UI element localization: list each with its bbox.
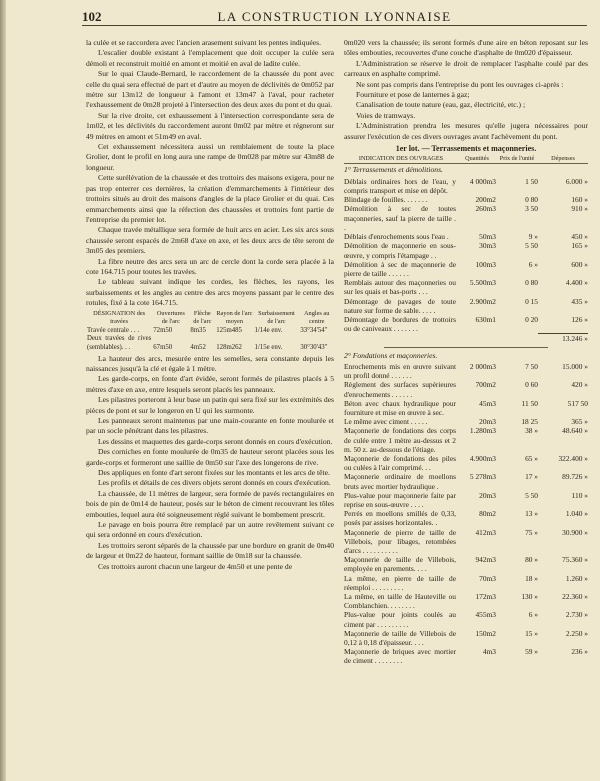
table-row: [344, 426, 588, 454]
table-row: [344, 204, 588, 232]
item-unit-price: 1 50: [525, 176, 538, 186]
paragraph: Des appliques en fonte d'art seront fixées sur les montants et les arcs de tête.: [98, 468, 330, 477]
item-description: Démolition à sec de maçonnerie de pierre de taille . . . . . .: [344, 259, 456, 278]
paragraph: Le pavage en bois pourra être remplacé par un autre revêtement suivant ce qui sera ordonné en cours d'exécution.: [86, 520, 334, 540]
header-unit-price: Prix de l'unité: [499, 155, 535, 163]
table-row: [344, 195, 588, 204]
item-description: Maçonnerie ordinaire de moellons bruts avec mortier hydraulique .: [344, 472, 456, 491]
item-unit-price: 17 »: [525, 472, 538, 482]
item-description: Maçonnerie de taille de Villebois de 0,12 à 0,18 d'épaisseur. . . .: [344, 628, 456, 648]
item-description: Béton avec chaux hydraulique pour fourniture et mise en œuvre à sec.: [344, 398, 456, 417]
page-header: [82, 9, 587, 26]
item-unit-price: 6 »: [528, 259, 538, 269]
item-unit-price: 59 »: [525, 647, 538, 657]
paragraph: La hauteur des arcs, mesurée entre les semelles, sera constante depuis les naissances jusqu'à la clé et égale à 1 mètre.: [86, 353, 334, 373]
table-row: [344, 362, 588, 380]
paragraph: Chaque travée métallique sera formée de huit arcs en acier. Les six arcs sous chaussée seront espacés de 2m68 d'axe en axe, et les deux arcs de tête seront de 3m05 des premiers.: [86, 225, 334, 256]
item-description: Démontage de pavages de toute nature sur forme de sable. . . . .: [344, 296, 456, 315]
item-description: Maçonnerie de fondations des corps de culée entre 1 mètre au-dessus et 2 m. 50 z. au-dessous de l'étiage.: [344, 426, 456, 454]
table-cell: 30°30'43": [300, 343, 328, 351]
paragraph: Les trottoirs seront séparés de la chaussée par une bordure en granit de 0m40 de largeur et 0m22 de hauteur, formant saillie de 0m18 sur la chaussée.: [86, 540, 334, 561]
lot-title: 1er lot. — Terrassements et maçonneries.: [395, 144, 537, 154]
table-cell: 4m52: [190, 343, 206, 351]
header-expenses: Dépenses: [551, 155, 575, 163]
table-row: [344, 509, 588, 527]
paragraph: Sur la rive droite, cet exhaussement à l'intersection correspondante sera de 1m02, et les déclivités du raccordement auront 0m02 par mètre et régneront sur 49 mètres en amont et 51m49 en aval.: [86, 110, 334, 141]
item-quantity: 260m3: [475, 204, 496, 214]
table-cell: Deux travées de rives (semblables). . .: [87, 335, 152, 351]
item-description: La même, en taille de Hauteville ou Comblanchien. . . . . . . .: [344, 592, 456, 611]
item-description: Blindage de fouilles. . . . . . .: [344, 195, 428, 205]
item-quantity: 455m3: [475, 610, 496, 620]
item-description: La même, en pierre de taille de réemploi . . . . . . . . .: [344, 573, 456, 592]
item-expense: 450 »: [571, 232, 588, 242]
item-expense: 600 »: [571, 259, 588, 269]
item-quantity: 70m3: [479, 573, 496, 583]
table-header-row: [86, 310, 334, 327]
item-unit-price: 80 »: [525, 555, 538, 565]
table-row: [344, 555, 588, 573]
item-description: Maçonnerie de pierre de taille de Villebois, pour libages, retombées d'arcs . . . . . . . . . .: [344, 527, 456, 555]
table-row: [344, 232, 588, 241]
table-row: [344, 454, 588, 472]
paragraph: La chaussée, de 11 mètres de largeur, sera formée de pavés rectangulaires en bois de pin de 0m14 de hauteur, posés sur le béton de ciment recouvrant les tôles embouties, lequel aura été soigneusement réglé suivant le bombement prescrit.: [86, 488, 334, 519]
table-row: [344, 610, 588, 628]
table-row: [344, 528, 588, 556]
item-expense: 6.000 »: [565, 176, 588, 186]
item-quantity: 1.280m3: [469, 426, 496, 436]
table-cell: 67m50: [153, 343, 173, 351]
section-heading: 2° Fondations et maçonneries.: [344, 350, 438, 360]
item-expense: 236 »: [571, 647, 588, 657]
table-cell: 128m262: [216, 343, 242, 351]
item-quantity: 4.900m3: [469, 453, 496, 463]
table-row: [86, 335, 334, 352]
table-row: [344, 399, 588, 417]
table-header-cell: Surbaissement de l'arc: [258, 309, 295, 326]
paragraph: Cet exhaussement nécessitera aussi un remblaiement de toute la place Grolier, dont le profil en long aura une rampe de 0m028 par mètre sur 43m88 de longueur.: [86, 142, 334, 172]
table-row: [344, 177, 588, 195]
item-quantity: 172m3: [475, 592, 496, 602]
item-quantity: 20m3: [479, 417, 496, 427]
section-heading: 1° Terrassements et démolitions.: [344, 165, 443, 175]
subtotal-row: [344, 333, 588, 343]
table-row: [344, 278, 588, 296]
header-description: INDICATION DES OUVRAGES: [358, 155, 444, 163]
item-quantity: 2 000m3: [469, 361, 496, 371]
item-quantity: 4m3: [482, 647, 496, 657]
item-quantity: 50m3: [479, 232, 496, 242]
paragraph: Sur le quai Claude-Bernard, le raccordement de la chaussée du pont avec celle du quai sera effectué de part et d'autre au moyen de déclivités de 0m052 par mètre sur 13m12 de longueur à l'amont et 13m47 à l'aval, pour racheter l'exhaussement de 0m28 projeté à l'intersection des deux axes du pont et du quai.: [86, 69, 334, 110]
list-item: Voies de tramways.: [356, 110, 416, 120]
item-expense: 48.640 »: [562, 426, 588, 436]
item-quantity: 30m3: [479, 241, 496, 251]
table-header-cell: Angles au centre: [304, 309, 330, 326]
item-expense: 435 »: [571, 296, 588, 306]
item-description: Plus-value pour maçonnerie faite par reprise en sous-œuvre . . . .: [344, 490, 456, 509]
table-cell: 1/15e env.: [254, 343, 283, 351]
item-unit-price: 75 »: [525, 527, 538, 537]
arcs-table: [86, 310, 334, 353]
table-row: [344, 260, 588, 278]
item-unit-price: 11 50: [521, 398, 538, 408]
journal-title: LA CONSTRUCTION LYONNAISE: [217, 9, 452, 24]
paragraph: Cette surélévation de la chaussée et des trottoirs des maisons exigera, pour ne pas trop enterrer ces dernières, la création d'emmarchements à l'intérieur des trottoirs situés au droit des maisons d'angles de la place Grolier et du quai. Ces emmarchements ainsi que la réfection des chaussées et trottoirs font partie de l'entreprise du premier lot.: [86, 173, 334, 224]
table-row: [344, 380, 588, 398]
table-cell: 72m50: [153, 326, 173, 334]
item-description: Démolition à sec de toutes maçonneries, sauf la pierre de taille . .: [344, 204, 456, 232]
table-row: [344, 472, 588, 490]
item-description: Plus-value pour joints coulés au ciment par . . . . . . . . .: [344, 610, 456, 629]
item-unit-price: 0 60: [525, 380, 538, 390]
item-unit-price: 3 50: [525, 204, 538, 214]
paragraph: Les dessins et maquettes des garde-corps seront donnés en cours d'exécution.: [98, 436, 333, 446]
paragraph: Le tableau suivant indique les cordes, les flèches, les rayons, les surbaissements et les angles au centre des arcs moyens passant par le centre des rotules, fixé à la cote 164.715.: [86, 277, 334, 308]
paragraph: 0m020 vers la chaussée; ils seront formés d'une aire en béton reposant sur les tôles embouties, recouvertes d'une couche d'asphalte de 0m020 d'épaisseur.: [344, 38, 588, 58]
item-quantity: 80m2: [479, 509, 496, 519]
table-cell: 33°34'54": [300, 326, 328, 334]
table-row: [344, 241, 588, 259]
item-description: Perrés en moellons smillés de 0,33, posés par assises horizontales. .: [344, 509, 456, 528]
paragraph: Ne sont pas compris dans l'entreprise du pont les ouvrages ci-après :: [356, 79, 564, 89]
item-quantity: 5 278m3: [469, 472, 496, 482]
paragraph: L'escalier double existant à l'emplacement que doit occuper la culée sera démoli et reconstruit moitié en amont et moitié en aval de ladite culée.: [86, 48, 334, 68]
paragraph: Ces trottoirs auront chacun une largeur de 4m50 et une pente de: [98, 561, 293, 571]
table-row: [344, 417, 588, 426]
table-header-cell: Flèche de l'arc: [193, 309, 212, 326]
paragraph: la culée et se raccordera avec l'ancien arasement suivant les pentes indiquées.: [86, 38, 321, 47]
subtotal-value: 13.246 »: [538, 333, 588, 343]
item-unit-price: 0 20: [525, 314, 538, 324]
table-row: [344, 315, 588, 333]
paragraph: L'Administration se réserve le droit de remplacer l'asphalte coulé par des carreaux en asphalte comprimé.: [344, 58, 588, 79]
item-unit-price: 0 80: [525, 278, 538, 288]
item-description: Le même avec ciment . . . . .: [344, 417, 428, 427]
item-expense: 110 »: [571, 490, 588, 500]
item-expense: 322.400 »: [558, 453, 588, 463]
paragraph: Les panneaux seront maintenus par une main-courante en fonte moulurée et par un socle pénétrant dans les pilastres.: [86, 415, 334, 436]
item-unit-price: 38 »: [525, 426, 538, 436]
paragraph: L'Administration prendra les mesures qu'elle jugera nécessaires pour assurer l'exécution de ces divers ouvrages avant l'achèvement du pont.: [344, 121, 588, 141]
table-row: [344, 592, 588, 610]
item-expense: 2.250 »: [565, 628, 588, 638]
paragraph: Des corniches en fonte moulurée de 0m35 de hauteur seront placées sous les garde-corps et formeront une saillie de 0m50 sur l'axe des longerons de rive.: [86, 447, 334, 467]
item-quantity: 150m2: [475, 628, 496, 638]
header-quantity: Quantités: [465, 155, 489, 163]
item-expense: 420 »: [571, 380, 588, 390]
table-row: [344, 647, 588, 665]
item-unit-price: 18 25: [521, 417, 538, 427]
item-expense: 15.000 »: [562, 361, 588, 371]
paragraph: La fibre neutre des arcs sera un arc de cercle dont la corde sera placée à la cote 164.715 pour toutes les travées.: [86, 256, 334, 276]
item-expense: 89.726 »: [562, 472, 588, 482]
item-quantity: 942m3: [475, 555, 496, 565]
paragraph: Les garde-corps, en fonte d'art évidée, seront formés de pilastres placés à 5 mètres d'axe en axe, entre lesquels seront placés les panneaux.: [86, 374, 334, 394]
item-unit-price: 7 50: [525, 361, 538, 371]
item-expense: 2.730 »: [565, 610, 588, 620]
table-row: [86, 327, 334, 336]
right-column: [344, 38, 588, 666]
table-header-cell: Ouvertures de l'arc: [156, 309, 185, 326]
page-binding-edge: [0, 0, 6, 781]
item-expense: 910 »: [571, 204, 588, 214]
item-expense: 1.260 »: [565, 573, 588, 583]
item-description: Règlement des surfaces supérieures d'enrochements . . . . . .: [344, 380, 456, 399]
item-expense: 126 »: [571, 314, 588, 324]
item-description: Démontage de bordures de trottoirs ou de caniveaux . . . . . . .: [344, 314, 456, 334]
page-number: 102: [82, 9, 102, 24]
item-description: Maçonnerie de briques avec mortier de ciment . . . . . . . .: [344, 647, 456, 666]
item-unit-price: 9 »: [528, 232, 538, 242]
item-description: Déblais ordinaires hors de l'eau, y compris transport et mise en dépôt.: [344, 176, 456, 196]
left-column: [86, 38, 334, 572]
item-quantity: 5.500m3: [469, 278, 496, 288]
item-expense: 165 »: [571, 241, 588, 251]
estimate-list-masonry: [344, 362, 588, 666]
item-quantity: 700m2: [475, 380, 496, 390]
paragraph: Les profils et détails de ces divers objets seront donnés en cours d'exécution.: [98, 478, 331, 488]
item-quantity: 4 000m3: [469, 176, 496, 186]
item-quantity: 20m3: [479, 490, 496, 500]
item-description: Maçonnerie de fondations des piles ou culées à l'air comprimé. . .: [344, 453, 456, 473]
list-item: Fourniture et pose de lanternes à gaz;: [356, 90, 470, 100]
paragraph: Les pilastres porteront à leur base un patin qui sera fixé sur les extrémités des pièces de pont et sur le longeron en U qui les surmonte.: [86, 395, 334, 415]
item-expense: 517 50: [567, 398, 588, 408]
table-row: [344, 491, 588, 509]
divider: [384, 347, 548, 348]
item-unit-price: 18 »: [525, 573, 538, 583]
table-cell: 8m35: [190, 326, 206, 334]
estimate-list-earthworks: [344, 177, 588, 333]
item-unit-price: 0 80: [525, 195, 538, 205]
item-description: Remblais autour des maçonneries ou sur les quais et bas-ports . . .: [344, 278, 456, 297]
item-quantity: 100m3: [475, 259, 496, 269]
item-unit-price: 5 50: [525, 490, 538, 500]
item-unit-price: 5 50: [525, 241, 538, 251]
item-unit-price: 130 »: [521, 592, 538, 602]
list-item: Canalisation de toute nature (eau, gaz, électricité, etc.) ;: [356, 100, 526, 110]
item-expense: 4.400 »: [565, 278, 588, 288]
item-expense: 365 »: [571, 417, 588, 427]
item-expense: 75.360 »: [562, 555, 588, 565]
item-unit-price: 13 »: [525, 509, 538, 519]
table-row: [344, 629, 588, 647]
item-description: Maçonnerie de taille de Villebois, employée en parements. . . .: [344, 555, 456, 574]
item-expense: 22.360 »: [562, 592, 588, 602]
item-expense: 160 »: [571, 195, 588, 205]
item-expense: 1.040 »: [565, 509, 588, 519]
estimate-table-header: [344, 155, 588, 164]
item-quantity: 200m2: [475, 195, 496, 205]
table-header-cell: DÉSIGNATION des travées: [93, 309, 146, 326]
item-quantity: 45m3: [479, 398, 496, 408]
table-row: [344, 574, 588, 592]
item-unit-price: 6 »: [528, 610, 538, 620]
item-quantity: 2.900m2: [469, 296, 496, 306]
table-header-cell: Rayon de l'arc moyen: [216, 309, 253, 326]
item-description: Enrochements mis en œuvre suivant un profil donné . . . . . .: [344, 361, 456, 381]
item-unit-price: 65 »: [525, 453, 538, 463]
table-cell: 1/14e env.: [254, 326, 283, 334]
item-description: Déblais d'enrochements sous l'eau .: [344, 232, 449, 242]
item-quantity: 412m3: [475, 527, 496, 537]
item-quantity: 630m1: [475, 314, 496, 324]
table-row: [344, 297, 588, 315]
item-unit-price: 0 15: [525, 296, 538, 306]
item-description: Démolition de maçonnerie en sous-œuvre, y compris l'étampage . .: [344, 241, 456, 260]
item-expense: 30.900 »: [562, 527, 588, 537]
table-cell: Travée centrale . . .: [87, 326, 140, 334]
table-cell: 125m485: [216, 326, 242, 334]
item-unit-price: 15 »: [525, 628, 538, 638]
